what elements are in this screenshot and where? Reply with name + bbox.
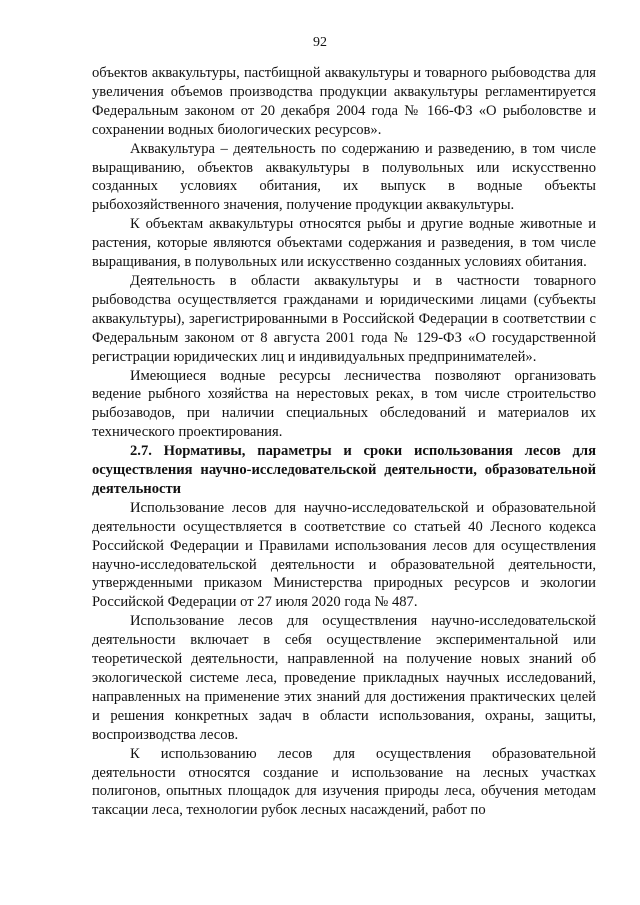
paragraph-aquaculture-objects: К объектам аквакультуры относятся рыбы и другие водные животные и растения, которые являются объектами содержания и разведения, в том числе выращивания, в полувольных или искусственно созданных условиях обитания. (92, 216, 596, 271)
section-heading: 2.7. Нормативы, параметры и сроки использования лесов для осуществления научно-исследовательской деятельности, образовательной деятельности (92, 443, 596, 497)
paragraph-aquaculture-activity: Деятельность в области аквакультуры и в частности товарного рыбоводства осуществляется гражданами и юридическими лицами (субъекты аквакультуры), зарегистрированными в Российской Федерации в соответствии с Федеральным законом от 8 августа 2001 года № 129-ФЗ «О государственной регистрации юридических лиц и индивидуальных предпринимателей». (92, 272, 596, 365)
paragraph-research-activity: Использование лесов для осуществления научно-исследовательской деятельности включает в себя осуществление экспериментальной или теоретической деятельности, направленной на получение новых знаний об экологической системе леса, проведение прикладных научных исследований, направленных на применение этих знаний для достижения практических целей и решения конкретных задач в области использования, охраны, защиты, воспроизводства лесов. (92, 613, 596, 743)
paragraph-continuation: объектов аквакультуры, пастбищной аквакультуры и товарного рыбоводства для увеличения объемов производства продукции аквакультуры регламентируется Федеральным законом от 20 декабря 2004 года № 166-ФЗ «О рыболовстве и сохранении водных биологических ресурсов». (92, 65, 596, 138)
page-number: 92 (313, 35, 327, 50)
document-body (92, 64, 596, 820)
paragraph-aquaculture-definition: Аквакультура – деятельность по содержанию и разведению, в том числе выращиванию, объектов аквакультуры в полувольных или искусственно созданных условиях обитания, их выпуск в водные объекты рыбохозяйственного значения, получение продукции аквакультуры. (92, 140, 596, 214)
paragraph-water-resources: Имеющиеся водные ресурсы лесничества позволяют организовать ведение рыбного хозяйства на нерестовых реках, в том числе строительство рыбозаводов, при наличии специальных обследований и материалов их технического проектирования. (92, 367, 596, 441)
paragraph-forest-use-basis: Использование лесов для научно-исследовательской и образовательной деятельности осуществляется в соответствие со статьей 40 Лесного кодекса Российской Федерации и Правилами использования лесов для осуществления научно-исследовательской деятельности и образовательной деятельности, утвержденными приказом Министерства природных ресурсов и экологии Российской Федерации от 27 июля 2020 года № 487. (92, 499, 596, 611)
paragraph-educational-activity: К использованию лесов для осуществления образовательной деятельности относятся создание и использование на лесных участках полигонов, опытных площадок для изучения природы леса, обучения методам таксации леса, технологии рубок лесных насаждений, работ по (92, 745, 596, 819)
